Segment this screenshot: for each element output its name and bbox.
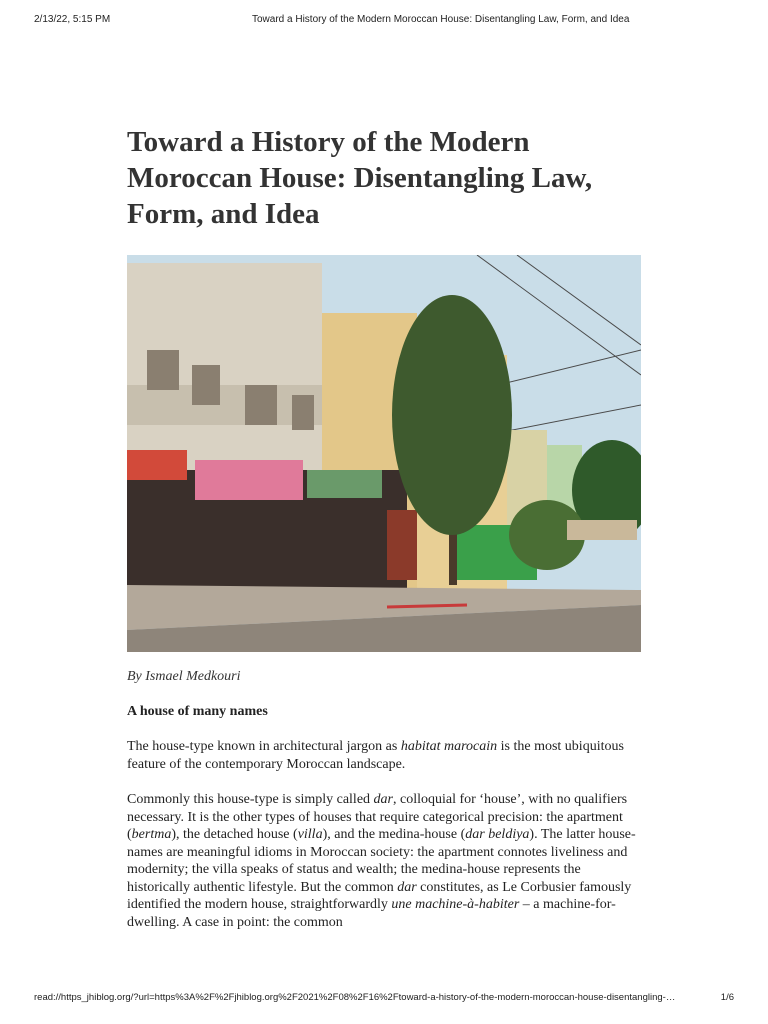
paragraph-1 xyxy=(127,738,647,773)
p2-italic-5: dar xyxy=(397,879,417,895)
street-photo xyxy=(127,255,641,652)
shop-banner-green xyxy=(307,470,382,498)
p2-text-5: ). The latter house-names are meaningful idioms in Moroccan society: the apartment connotes liveliness and modernity; the villa speaks of status and wealth; the medina-house represents the historically authentic lifestyle. But the common xyxy=(127,827,636,895)
article-title: Toward a History of the Modern Moroccan House: Disentangling Law, Form, and Idea xyxy=(127,126,593,230)
p2-italic-6: une machine-à-habiter xyxy=(391,897,520,912)
print-url: read://https_jhiblog.org/?url=https%3A%2F%2Fjhiblog.org%2F2021%2F08%2F16%2Ftoward-a-history-of-the-modern-moroccan-house-disentangling-… xyxy=(34,992,676,1003)
article-byline: By Ismael Medkouri xyxy=(127,669,241,684)
p1-italic-1: habitat marocain xyxy=(400,739,498,754)
p2-text-6: constitutes, as Le Corbusier famously identified the modern house, straightforwardly xyxy=(127,879,632,912)
p2-text-2: , colloquial for ‘house’, with no qualifiers necessary. It is the other types of houses that require categorical precision: the apartment ( xyxy=(127,792,628,842)
p2-text-3: ), the detached house ( xyxy=(171,827,298,842)
print-timestamp: 2/13/22, 5:15 PM xyxy=(34,14,111,25)
p2-italic-4: dar beldiya xyxy=(465,827,530,842)
section-heading: A house of many names xyxy=(127,704,268,719)
paragraph-2 xyxy=(127,791,647,931)
p2-italic-1: dar xyxy=(373,792,393,807)
curb-paint xyxy=(387,605,467,607)
hero-image xyxy=(127,255,641,652)
article-header xyxy=(127,124,642,232)
p2-text-7: – a machine-for-dwelling. A case in point: the common xyxy=(127,897,616,930)
p2-text-1: Commonly this house-type is simply called xyxy=(127,792,374,807)
print-header xyxy=(34,14,734,30)
right-awning xyxy=(567,520,637,540)
print-footer xyxy=(34,992,734,1006)
print-page-title: Toward a History of the Modern Moroccan House: Disentangling Law, Form, and Idea xyxy=(252,14,630,25)
p1-text-2: is the most ubiquitous feature of the contemporary Moroccan landscape. xyxy=(127,739,624,772)
p2-italic-3: villa xyxy=(297,827,323,842)
p1-text-1: The house-type known in architectural jargon as xyxy=(127,739,401,754)
page-number: 1/6 xyxy=(720,992,734,1003)
tree-canopy xyxy=(392,295,512,535)
p2-italic-2: bertma xyxy=(131,827,172,842)
shop-banner-pink xyxy=(195,460,303,500)
shop-banner-left xyxy=(127,450,187,480)
p2-text-4: ), and the medina-house ( xyxy=(322,827,466,842)
red-door xyxy=(387,510,417,580)
